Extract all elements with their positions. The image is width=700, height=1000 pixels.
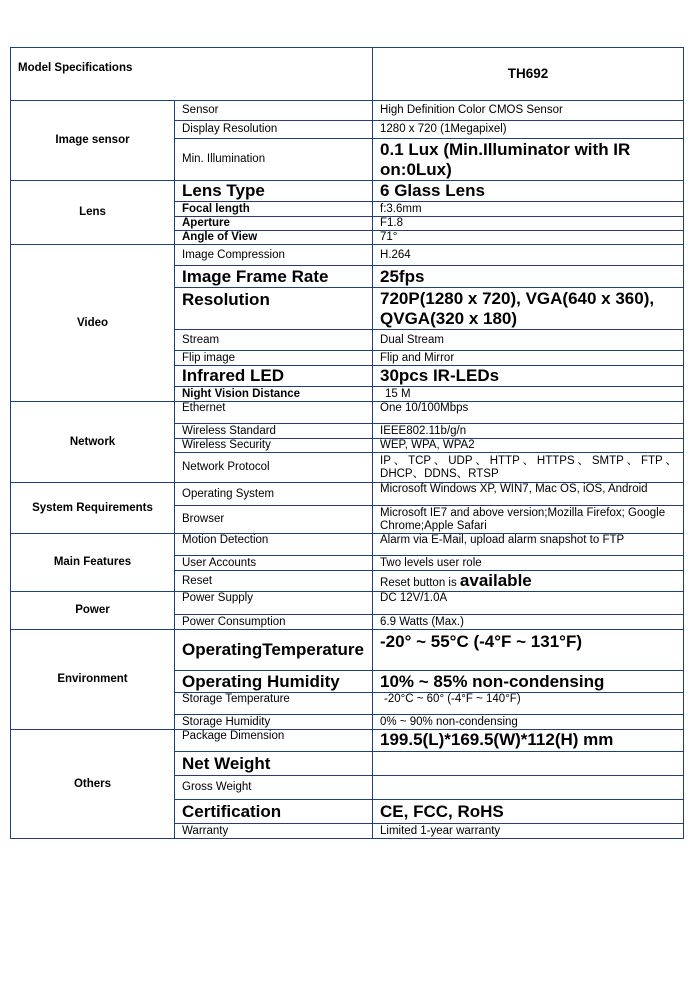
category-environment: Environment [11, 630, 175, 730]
row-value: 6.9 Watts (Max.) [373, 615, 684, 630]
row-value: F1.8 [373, 217, 684, 231]
reset-value-emphasis: available [459, 571, 532, 591]
row-value: f:3.6mm [373, 202, 684, 217]
row-value: Microsoft Windows XP, WIN7, Mac OS, iOS, Android [373, 483, 684, 506]
reset-value [373, 571, 684, 592]
row-label: Storage Temperature [175, 693, 373, 715]
row-value: IP、TCP、UDP、HTTP、HTTPS、SMTP、FTP、DHCP、DDNS、RTSP [373, 453, 684, 483]
row-value: Alarm via E-Mail, upload alarm snapshot to FTP [373, 534, 684, 556]
table-row [11, 592, 684, 615]
row-label: Operating Humidity [175, 671, 373, 693]
category-lens: Lens [11, 181, 175, 245]
row-value: 1280 x 720 (1Megapixel) [373, 121, 684, 139]
table-row [11, 402, 684, 424]
row-value: 6 Glass Lens [373, 181, 684, 202]
row-label: Ethernet [175, 402, 373, 424]
row-label: Min. Illumination [175, 139, 373, 181]
row-label: Image Compression [175, 245, 373, 266]
row-value: -20° ~ 55°C (-4°F ~ 131°F) [373, 630, 684, 671]
row-value: -20°C ~ 60° (-4°F ~ 140°F) [373, 693, 684, 715]
row-label: Package Dimension [175, 730, 373, 752]
row-label: Reset [175, 571, 373, 592]
row-label: Stream [175, 330, 373, 351]
row-label: Motion Detection [175, 534, 373, 556]
row-label: Display Resolution [175, 121, 373, 139]
row-label: Angle of View [175, 231, 373, 245]
category-network: Network [11, 402, 175, 483]
row-label: Net Weight [175, 752, 373, 776]
table-row [11, 245, 684, 266]
reset-value-prefix: Reset button is [380, 577, 460, 590]
table-header-row [11, 48, 684, 101]
model-name: TH692 [373, 48, 684, 101]
row-value: High Definition Color CMOS Sensor [373, 101, 684, 121]
row-label: Storage Humidity [175, 715, 373, 730]
table-row [11, 630, 684, 671]
spec-table [10, 47, 684, 839]
row-value: 30pcs IR-LEDs [373, 366, 684, 387]
category-system-requirements: System Requirements [11, 483, 175, 534]
row-value: IEEE802.11b/g/n [373, 424, 684, 439]
row-value: Limited 1-year warranty [373, 824, 684, 839]
row-label: Power Consumption [175, 615, 373, 630]
category-image-sensor: Image sensor [11, 101, 175, 181]
row-label: Sensor [175, 101, 373, 121]
row-value: 15 M [373, 387, 684, 402]
row-label: Power Supply [175, 592, 373, 615]
row-value: 720P(1280 x 720), VGA(640 x 360), QVGA(320 x 180) [373, 288, 684, 330]
table-row [11, 181, 684, 202]
row-value: Flip and Mirror [373, 351, 684, 366]
row-label: Infrared LED [175, 366, 373, 387]
row-value: CE, FCC, RoHS [373, 800, 684, 824]
table-row [11, 534, 684, 556]
row-value: 25fps [373, 266, 684, 288]
row-value: 0% ~ 90% non-condensing [373, 715, 684, 730]
row-value [373, 752, 684, 776]
row-label: OperatingTemperature [175, 630, 373, 671]
row-value: 10% ~ 85% non-condensing [373, 671, 684, 693]
category-main-features: Main Features [11, 534, 175, 592]
row-label: Operating System [175, 483, 373, 506]
row-value: WEP, WPA, WPA2 [373, 439, 684, 453]
row-value: DC 12V/1.0A [373, 592, 684, 615]
table-row [11, 730, 684, 752]
row-value: H.264 [373, 245, 684, 266]
row-label: Aperture [175, 217, 373, 231]
table-row [11, 101, 684, 121]
row-label: Browser [175, 506, 373, 534]
row-label: Network Protocol [175, 453, 373, 483]
row-value: Microsoft IE7 and above version;Mozilla Firefox; Google Chrome;Apple Safari [373, 506, 684, 534]
row-label: Wireless Standard [175, 424, 373, 439]
row-label: User Accounts [175, 556, 373, 571]
category-video: Video [11, 245, 175, 402]
row-value: 199.5(L)*169.5(W)*112(H) mm [373, 730, 684, 752]
row-label: Flip image [175, 351, 373, 366]
row-value: One 10/100Mbps [373, 402, 684, 424]
table-row [11, 483, 684, 506]
row-label: Wireless Security [175, 439, 373, 453]
row-label: Gross Weight [175, 776, 373, 800]
row-label: Night Vision Distance [175, 387, 373, 402]
row-label: Resolution [175, 288, 373, 330]
row-value: 0.1 Lux (Min.Illuminator with IR on:0Lux) [373, 139, 684, 181]
category-others: Others [11, 730, 175, 839]
row-label: Focal length [175, 202, 373, 217]
category-power: Power [11, 592, 175, 630]
row-label: Certification [175, 800, 373, 824]
row-value: Dual Stream [373, 330, 684, 351]
row-label: Image Frame Rate [175, 266, 373, 288]
row-label: Warranty [175, 824, 373, 839]
row-value: Two levels user role [373, 556, 684, 571]
row-label: Lens Type [175, 181, 373, 202]
header-title: Model Specifications [11, 48, 373, 101]
row-value [373, 776, 684, 800]
row-value: 71° [373, 231, 684, 245]
